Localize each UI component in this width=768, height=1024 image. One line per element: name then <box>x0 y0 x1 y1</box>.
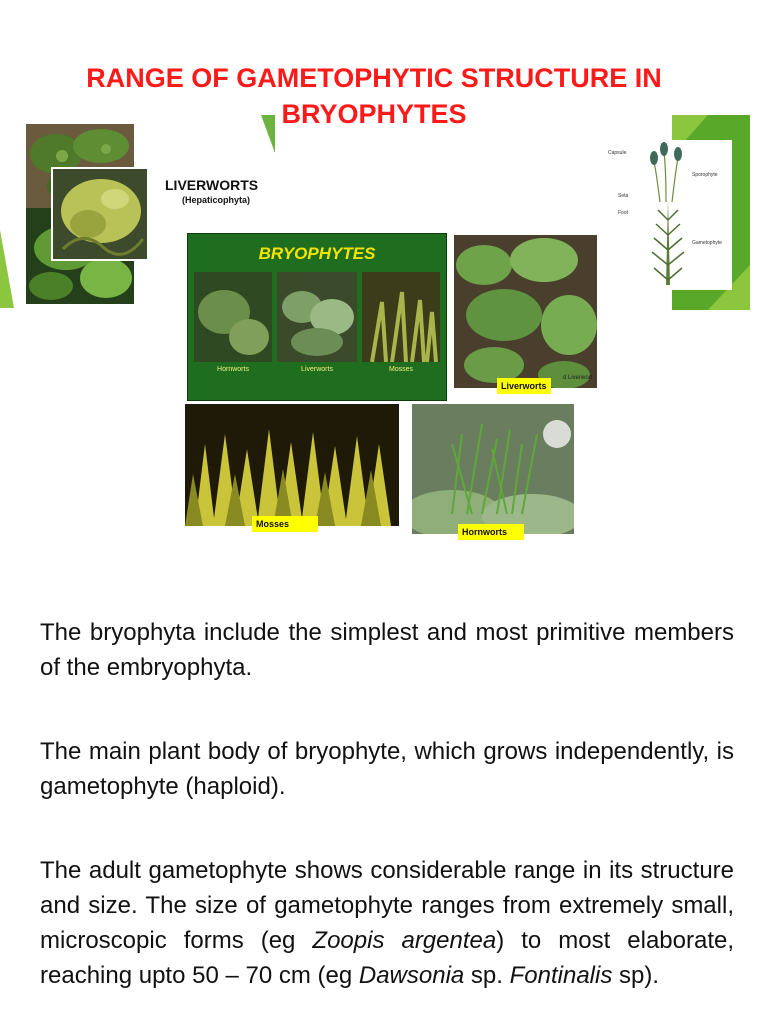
moss-diagram <box>620 140 732 290</box>
diagram-label-foot: Foot <box>618 210 629 216</box>
paragraph-3-part-1: The adult gametophyte shows considerable range in its structure and size. The size of gametophyte ranges from extremely small, microscopic forms (eg <box>40 857 734 954</box>
panel-caption-hornworts: Hornworts <box>217 366 249 373</box>
paragraph-3-part-4: sp). <box>612 962 660 989</box>
genus-dawsonia: Dawsonia <box>358 962 465 989</box>
mosses-photo-label: Mosses <box>252 516 318 532</box>
panel-caption-mosses: Mosses <box>388 366 414 373</box>
bryophytes-panel <box>187 233 447 401</box>
liverwort-photo-3 <box>51 167 149 261</box>
diagram-label-seta: Seta <box>618 193 629 199</box>
hornworts-photo <box>412 404 574 534</box>
diagram-label-gametophyte: Gametophyte <box>692 240 723 246</box>
liverworts-photo-label-partial: d Liverwort <box>563 375 593 381</box>
hornworts-photo-label: Hornworts <box>458 524 524 540</box>
liverworts-subheading: (Hepaticophyta) <box>182 195 251 205</box>
moss-thumb <box>362 272 440 362</box>
diagram-label-capsule: Capsule <box>608 150 627 156</box>
genus-fontinalis: Fontinalis <box>509 962 613 989</box>
paragraph-3-part-2: ) to most elaborate, reaching upto 50 – 70 cm (eg <box>40 927 735 989</box>
panel-caption-liverworts: Liverworts <box>301 366 333 373</box>
diagram-label-sporophyte: Sporophyte <box>692 172 718 178</box>
liverwort-thumb <box>277 272 357 362</box>
species-zoopis-argentea: Zoopis argentea <box>312 927 497 954</box>
bryophytes-panel-title: BRYOPHYTES <box>258 244 376 263</box>
hornwort-thumb <box>194 272 272 362</box>
paragraph-3 <box>40 853 734 993</box>
left-accent-shape <box>0 230 14 310</box>
page-title: RANGE OF GAMETOPHYTIC STRUCTURE IN BRYOPHYTES <box>86 63 662 130</box>
paragraph-2: The main plant body of bryophyte, which grows independently, is gametophyte (haploid). <box>40 738 734 800</box>
paragraph-1: The bryophyta include the simplest and most primitive members of the embryophyta. <box>40 619 734 681</box>
paragraph-3-part-3: sp. <box>464 962 510 989</box>
liverworts-photo <box>454 235 597 388</box>
liverworts-heading: LIVERWORTS <box>165 177 259 193</box>
liverworts-photo-label: Liverworts <box>497 378 551 394</box>
mosses-photo <box>185 404 399 526</box>
